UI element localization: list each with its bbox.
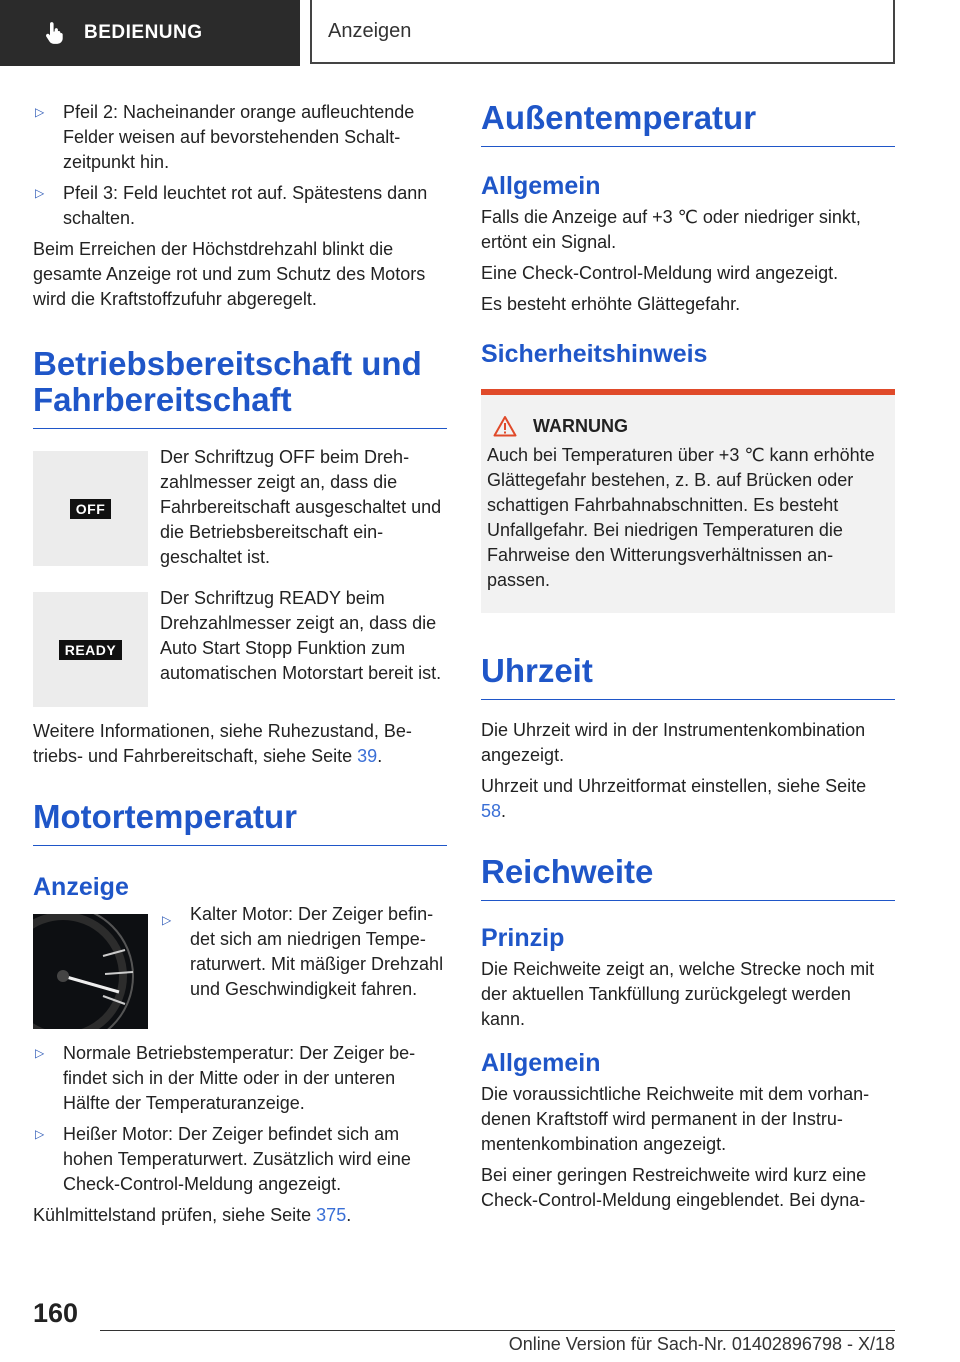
right-column: [481, 100, 895, 1219]
subheading-display: Anzeige: [33, 873, 129, 901]
chapter-tab: [310, 0, 895, 64]
subheading-general-2: Allgemein: [481, 1049, 601, 1077]
temperature-gauge-image: [33, 914, 148, 1029]
page-footer: [0, 1290, 960, 1362]
footer-divider: [100, 1330, 895, 1331]
triangle-bullet-icon: ▷: [162, 913, 172, 927]
coolant-paragraph: Kühlmittelstand prüfen, siehe Seite 375.: [33, 1205, 352, 1225]
bullet-text: Pfeil 3: Feld leuchtet rot auf. Spätestens dann schalten.: [63, 183, 428, 228]
list-item: [33, 181, 447, 231]
gauge-row: [33, 904, 447, 1029]
warning-text: Auch bei Temperaturen über +3 ℃ kann erhöhte Glättegefahr bestehen, z. B. auf Brücken oder schattigen Fahrbahnabschnitten. Es besteht Unfallgefahr. Bei niedrigen Temperaturen die Fahrweise den Witterungsverhältnissen anpassen.: [487, 445, 875, 590]
list-item: [33, 1041, 447, 1116]
page-header: [0, 0, 960, 66]
heading-readiness: Betriebsbereitschaft und Fahrbereitschaft: [33, 346, 447, 429]
page-number: 160: [33, 1298, 79, 1328]
triangle-bullet-icon: ▷: [35, 1046, 45, 1060]
bullet-text: Normale Betriebstemperatur: Der Zeiger befindet sich in der Mitte oder in der unteren Hälfte der Temperaturanzeige.: [63, 1043, 416, 1113]
heading-range: Reichweite: [481, 854, 895, 901]
ready-badge: READY: [59, 640, 123, 660]
more-info-paragraph: Weitere Informationen, siehe Ruhezustand, Betriebs- und Fahrbereitschaft, siehe Seite 39.: [33, 721, 412, 766]
paragraph: Es besteht erhöhte Glättegefahr.: [481, 294, 741, 314]
bullet-text: Pfeil 2: Nacheinander orange aufleuchtende Felder weisen auf bevorstehenden Schaltzeitpunkt hin.: [63, 102, 415, 172]
warning-header: [487, 415, 889, 437]
off-description: Der Schriftzug OFF beim Drehzahlmesser zeigt an, dass die Fahrbereitschaft ausgeschaltet und die Betriebsbereitschaft eingeschaltet ist.: [160, 447, 442, 567]
off-badge: OFF: [70, 499, 112, 519]
subheading-safety: Sicherheitshinweis: [481, 340, 708, 368]
paragraph: Die Reichweite zeigt an, welche Strecke noch mit der aktuellen Tankfüllung zurückgelegt werden kann.: [481, 959, 875, 1029]
off-row: [33, 447, 447, 570]
page-link-39[interactable]: 39: [357, 746, 378, 766]
paragraph: Die Uhrzeit wird in der Instrumentenkombination angezeigt.: [481, 720, 866, 765]
list-item: [33, 1122, 447, 1197]
warning-triangle-icon: [493, 415, 517, 437]
paragraph: Falls die Anzeige auf +3 ℃ oder niedriger sinkt, ertönt ein Signal.: [481, 207, 861, 252]
triangle-bullet-icon: ▷: [35, 1127, 45, 1141]
page-link-375[interactable]: 375: [316, 1205, 347, 1225]
online-version-note: Online Version für Sach-Nr. 01402896798 - X/18: [508, 1334, 895, 1354]
list-item: [160, 904, 447, 1023]
time-setting-text: Uhrzeit und Uhrzeitformat einstellen, siehe Seite: [481, 776, 867, 796]
time-setting-paragraph: Uhrzeit und Uhrzeitformat einstellen, siehe Seite 58.: [481, 776, 867, 821]
more-info-text: Weitere Informationen, siehe Ruhezustand, Betriebs- und Fahrbereitschaft, siehe Seite: [33, 721, 412, 766]
ready-description: Der Schriftzug READY beim Drehzahlmesser zeigt an, dass die Auto Start Stopp Funktion zum automatischen Motorstart bereit ist.: [160, 588, 442, 683]
section-tab: [0, 0, 300, 66]
left-column: [33, 100, 447, 1234]
heading-time: Uhrzeit: [481, 653, 895, 700]
bullet-text: Heißer Motor: Der Zeiger befindet sich am hohen Temperaturwert. Zusätzlich wird eine Check-Control-Meldung angezeigt.: [63, 1124, 411, 1194]
list-item: [33, 100, 447, 175]
hand-pointer-icon: [42, 20, 68, 46]
page-link-58[interactable]: 58: [481, 801, 502, 821]
paragraph: Beim Erreichen der Höchstdrehzahl blinkt die gesamte Anzeige rot und zum Schutz des Motors wird die Kraftstoffzufuhr abgeregelt.: [33, 239, 426, 309]
off-indicator-image: [33, 451, 148, 566]
triangle-bullet-icon: ▷: [35, 186, 45, 200]
coolant-text: Kühlmittelstand prüfen, siehe Seite: [33, 1205, 317, 1225]
paragraph: Die voraussichtliche Reichweite mit dem vorhandenen Kraftstoff wird permanent in der Instrumentenkombination angezeigt.: [481, 1084, 870, 1154]
paragraph: Bei einer geringen Restreichweite wird kurz eine Check-Control-Meldung eingeblendet. Bei dyna-: [481, 1165, 867, 1210]
subheading-general: Allgemein: [481, 172, 601, 200]
subheading-principle: Prinzip: [481, 924, 565, 952]
bullet-text: Kalter Motor: Der Zeiger befindet sich am niedrigen Temperaturwert. Mit mäßiger Drehzahl und Geschwindigkeit fahren.: [190, 904, 444, 999]
triangle-bullet-icon: ▷: [35, 105, 45, 119]
chapter-label: Anzeigen: [328, 19, 412, 42]
warning-box: [481, 389, 895, 613]
paragraph: Eine Check-Control-Meldung wird angezeigt.: [481, 263, 839, 283]
heading-motor-temperature: Motortemperatur: [33, 799, 447, 846]
ready-indicator-image: [33, 592, 148, 707]
section-label: BEDIENUNG: [84, 22, 203, 43]
ready-row: [33, 588, 447, 707]
warning-title: WARNUNG: [533, 415, 628, 436]
heading-outside-temperature: Außentemperatur: [481, 100, 895, 147]
